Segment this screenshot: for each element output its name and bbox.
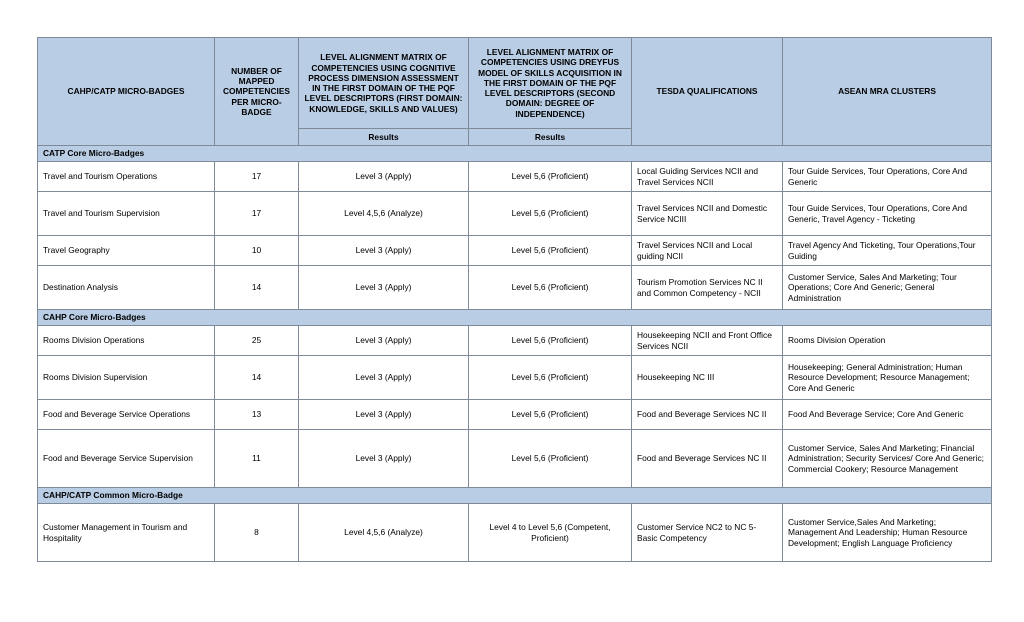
header-tesda-qualifications: TESDA QUALIFICATIONS (632, 38, 783, 146)
section-header-row (38, 310, 992, 326)
cognitive-level-result: Level 3 (Apply) (299, 356, 469, 400)
section-title: CAHP/CATP Common Micro-Badge (38, 488, 992, 504)
table-row (38, 400, 992, 430)
competency-count: 11 (215, 430, 299, 488)
micro-badge-name: Food and Beverage Service Operations (38, 400, 215, 430)
cognitive-level-result: Level 3 (Apply) (299, 162, 469, 192)
micro-badge-name: Food and Beverage Service Supervision (38, 430, 215, 488)
dreyfus-level-result: Level 5,6 (Proficient) (469, 192, 632, 236)
table-row (38, 162, 992, 192)
micro-badge-name: Rooms Division Supervision (38, 356, 215, 400)
dreyfus-level-result: Level 5,6 (Proficient) (469, 326, 632, 356)
asean-mra-cluster: Customer Service,Sales And Marketing; Management And Leadership; Human Resource Development; English Language Proficiency (783, 504, 992, 562)
dreyfus-level-result: Level 5,6 (Proficient) (469, 356, 632, 400)
section-header-row (38, 146, 992, 162)
dreyfus-level-result: Level 5,6 (Proficient) (469, 400, 632, 430)
header-micro-badges: CAHP/CATP MICRO-BADGES (38, 38, 215, 146)
competency-count: 13 (215, 400, 299, 430)
dreyfus-level-result: Level 5,6 (Proficient) (469, 162, 632, 192)
competency-alignment-table (37, 37, 992, 562)
tesda-qualification: Housekeeping NC III (632, 356, 783, 400)
competency-count: 10 (215, 236, 299, 266)
competency-count: 8 (215, 504, 299, 562)
asean-mra-cluster: Tour Guide Services, Tour Operations, Core And Generic (783, 162, 992, 192)
competency-count: 17 (215, 162, 299, 192)
table-row (38, 430, 992, 488)
table-row (38, 504, 992, 562)
competency-count: 17 (215, 192, 299, 236)
tesda-qualification: Food and Beverage Services NC II (632, 400, 783, 430)
header-cognitive-matrix: LEVEL ALIGNMENT MATRIX OF COMPETENCIES USING COGNITIVE PROCESS DIMENSION ASSESSMENT IN THE FIRST DOMAIN OF THE PQF LEVEL DESCRIPTORS (FIRST DOMAIN: KNOWLEDGE, SKILLS AND VALUES) (299, 38, 469, 129)
tesda-qualification: Food and Beverage Services NC II (632, 430, 783, 488)
table-header (38, 38, 992, 146)
asean-mra-cluster: Customer Service, Sales And Marketing; Tour Operations; Core And Generic; General Administration (783, 266, 992, 310)
cognitive-level-result: Level 3 (Apply) (299, 236, 469, 266)
section-header-row (38, 488, 992, 504)
asean-mra-cluster: Food And Beverage Service; Core And Generic (783, 400, 992, 430)
header-results-cognitive: Results (299, 129, 469, 146)
cognitive-level-result: Level 4,5,6 (Analyze) (299, 192, 469, 236)
competency-count: 14 (215, 266, 299, 310)
micro-badge-name: Travel Geography (38, 236, 215, 266)
micro-badge-name: Rooms Division Operations (38, 326, 215, 356)
table-row (38, 266, 992, 310)
asean-mra-cluster: Housekeeping; General Administration; Human Resource Development; Resource Management; Core And Generic (783, 356, 992, 400)
cognitive-level-result: Level 3 (Apply) (299, 326, 469, 356)
competency-count: 25 (215, 326, 299, 356)
header-asean-clusters: ASEAN MRA CLUSTERS (783, 38, 992, 146)
table-row (38, 356, 992, 400)
dreyfus-level-result: Level 4 to Level 5,6 (Competent, Proficient) (469, 504, 632, 562)
table-row (38, 192, 992, 236)
dreyfus-level-result: Level 5,6 (Proficient) (469, 236, 632, 266)
micro-badge-name: Customer Management in Tourism and Hospitality (38, 504, 215, 562)
cognitive-level-result: Level 3 (Apply) (299, 430, 469, 488)
header-competency-count: NUMBER OF MAPPED COMPETENCIES PER MICRO-BADGE (215, 38, 299, 146)
cognitive-level-result: Level 3 (Apply) (299, 266, 469, 310)
dreyfus-level-result: Level 5,6 (Proficient) (469, 266, 632, 310)
micro-badge-name: Travel and Tourism Supervision (38, 192, 215, 236)
competency-count: 14 (215, 356, 299, 400)
tesda-qualification: Housekeeping NCII and Front Office Services NCII (632, 326, 783, 356)
micro-badge-name: Travel and Tourism Operations (38, 162, 215, 192)
header-results-dreyfus: Results (469, 129, 632, 146)
table-row (38, 326, 992, 356)
table-row (38, 236, 992, 266)
cognitive-level-result: Level 4,5,6 (Analyze) (299, 504, 469, 562)
tesda-qualification: Travel Services NCII and Domestic Service NCIII (632, 192, 783, 236)
asean-mra-cluster: Travel Agency And Ticketing, Tour Operations,Tour Guiding (783, 236, 992, 266)
asean-mra-cluster: Rooms Division Operation (783, 326, 992, 356)
asean-mra-cluster: Tour Guide Services, Tour Operations, Core And Generic, Travel Agency - Ticketing (783, 192, 992, 236)
header-dreyfus-matrix: LEVEL ALIGNMENT MATRIX OF COMPETENCIES USING DREYFUS MODEL OF SKILLS ACQUISITION IN THE FIRST DOMAIN OF THE PQF LEVEL DESCRIPTORS (SECOND DOMAIN: DEGREE OF INDEPENDENCE) (469, 38, 632, 129)
cognitive-level-result: Level 3 (Apply) (299, 400, 469, 430)
micro-badge-name: Destination Analysis (38, 266, 215, 310)
tesda-qualification: Customer Service NC2 to NC 5- Basic Competency (632, 504, 783, 562)
table-body (38, 146, 992, 562)
tesda-qualification: Tourism Promotion Services NC II and Common Competency - NCII (632, 266, 783, 310)
dreyfus-level-result: Level 5,6 (Proficient) (469, 430, 632, 488)
section-title: CATP Core Micro-Badges (38, 146, 992, 162)
tesda-qualification: Travel Services NCII and Local guiding NCII (632, 236, 783, 266)
tesda-qualification: Local Guiding Services NCII and Travel Services NCII (632, 162, 783, 192)
section-title: CAHP Core Micro-Badges (38, 310, 992, 326)
asean-mra-cluster: Customer Service, Sales And Marketing; Financial Administration; Security Services/ Core And Generic; Commercial Cookery; Resource Management (783, 430, 992, 488)
